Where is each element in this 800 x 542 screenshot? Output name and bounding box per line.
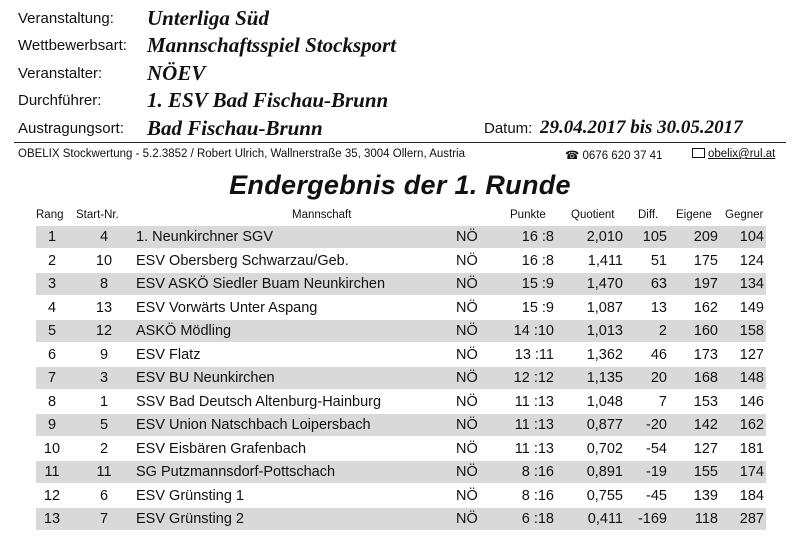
phone-number: ☎ 0676 620 37 41 [565,150,663,162]
cell-team: ESV Grünsting 2 [136,511,244,527]
cell-team: 1. Neunkirchner SGV [136,229,274,245]
cell-start: 4 [99,229,109,245]
header-divider [14,142,786,143]
cell-quotient: 1,362 [586,346,623,363]
cell-start: 6 [99,487,109,504]
cell-start: 11 [96,464,112,480]
col-start-nr: Start-Nr. [76,209,119,221]
cell-start: 2 [99,440,109,457]
cell-state: NÖ [456,346,478,363]
cell-gegner: 158 [739,323,764,339]
cell-punkte: 11 :13 [514,417,554,433]
meta-value: 1. ESV Bad Fischau-Brunn [147,88,389,112]
cell-punkte: 16 :8 [521,229,554,245]
cell-diff: -45 [646,487,667,504]
cell-gegner: 127 [739,346,764,363]
cell-state: NÖ [456,276,478,292]
meta-label: Veranstaltung: [18,10,114,27]
cell-state: NÖ [456,511,478,527]
cell-gegner: 146 [739,393,764,410]
cell-team: ASKÖ Mödling [136,323,232,339]
table-row [36,226,766,248]
cell-punkte: 8 :16 [521,464,554,480]
datum-label: Datum: [484,120,533,137]
cell-gegner: 104 [739,229,764,245]
cell-start: 7 [99,511,109,527]
cell-rang: 6 [47,346,57,363]
cell-eigene: 127 [693,440,718,457]
cell-team: ESV Grünsting 1 [136,487,244,504]
table-row [36,297,766,319]
cell-quotient: 0,755 [586,487,623,504]
cell-state: NÖ [456,440,478,457]
meta-label: Veranstalter: [18,65,103,82]
cell-gegner: 148 [739,370,764,386]
cell-team: ESV Flatz [136,346,201,363]
meta-value: NÖEV [147,61,206,85]
cell-rang: 1 [47,229,57,245]
cell-punkte: 16 :8 [521,252,554,269]
cell-diff: 2 [658,323,667,339]
cell-punkte: 14 :10 [513,323,554,339]
meta-value: Unterliga Süd [147,6,269,30]
cell-state: NÖ [456,487,478,504]
cell-gegner: 287 [739,511,764,527]
cell-gegner: 149 [739,299,764,316]
cell-gegner: 134 [739,276,764,292]
email-contact [692,148,775,160]
cell-team: SSV Bad Deutsch Altenburg-Hainburg [136,393,382,410]
cell-state: NÖ [456,252,478,269]
table-row [36,344,766,366]
cell-state: NÖ [456,393,478,410]
cell-team: ESV Union Natschbach Loipersbach [136,417,371,433]
cell-punkte: 12 :12 [513,370,554,386]
cell-rang: 9 [47,417,57,433]
cell-diff: 7 [658,393,667,410]
meta-row-durchfuehrer [0,88,800,114]
cell-diff: 13 [650,299,667,316]
cell-quotient: 1,135 [586,370,623,386]
cell-eigene: 139 [693,487,718,504]
cell-diff: -169 [637,511,667,527]
meta-value: Bad Fischau-Brunn [147,116,323,140]
col-rang: Rang [36,209,64,221]
cell-diff: -20 [646,417,667,433]
cell-quotient: 0,877 [586,417,623,433]
cell-start: 8 [99,276,109,292]
cell-punkte: 15 :9 [521,299,554,316]
table-row [36,508,766,530]
col-mannschaft: Mannschaft [292,209,352,221]
cell-diff: -54 [646,440,667,457]
cell-diff: 20 [650,370,667,386]
cell-rang: 3 [47,276,57,292]
cell-team: SG Putzmannsdorf-Pottschach [136,464,336,480]
cell-rang: 2 [47,252,57,269]
cell-rang: 5 [47,323,57,339]
table-row [36,414,766,436]
cell-state: NÖ [456,417,478,433]
cell-rang: 13 [43,511,61,527]
cell-state: NÖ [456,464,478,480]
col-quotient: Quotient [571,209,615,221]
cell-team: ESV Obersberg Schwarzau/Geb. [136,252,349,269]
table-row [36,320,766,342]
meta-value: Mannschaftsspiel Stocksport [147,33,397,57]
cell-eigene: 209 [693,229,718,245]
col-eigene: Eigene [676,209,712,221]
meta-label: Wettbewerbsart: [18,37,127,54]
table-row [36,485,766,507]
cell-punkte: 8 :16 [521,487,554,504]
cell-quotient: 1,087 [586,299,623,316]
table-row [36,367,766,389]
cell-diff: 46 [650,346,667,363]
cell-rang: 11 [44,464,60,480]
cell-eigene: 173 [693,346,718,363]
cell-punkte: 15 :9 [521,276,554,292]
cell-gegner: 162 [739,417,764,433]
meta-row-wettbewerbsart [0,33,800,59]
cell-start: 1 [99,393,109,410]
cell-start: 3 [99,370,109,386]
cell-rang: 10 [43,440,61,457]
meta-label: Austragungsort: [18,120,124,137]
cell-team: ESV BU Neunkirchen [136,370,275,386]
cell-rang: 12 [43,487,61,504]
cell-gegner: 124 [739,252,764,269]
software-credit: OBELIX Stockwertung - 5.2.3852 / Robert Ulrich, Wallnerstraße 35, 3004 Ollern, Austria [18,148,466,160]
cell-state: NÖ [456,370,478,386]
cell-diff: 63 [650,276,667,292]
table-header [0,209,800,225]
cell-start: 5 [99,417,109,433]
envelope-icon [692,148,705,158]
cell-punkte: 13 :11 [514,346,554,363]
cell-start: 9 [99,346,109,363]
cell-quotient: 2,010 [586,229,623,245]
cell-eigene: 168 [693,370,718,386]
cell-diff: -19 [646,464,667,480]
meta-row-veranstaltung [0,6,800,32]
cell-eigene: 142 [693,417,718,433]
cell-state: NÖ [456,229,478,245]
cell-quotient: 1,013 [586,323,623,339]
cell-eigene: 162 [693,299,718,316]
cell-punkte: 6 :18 [521,511,554,527]
cell-start: 10 [95,252,113,269]
cell-quotient: 0,891 [586,464,623,480]
meta-row-austragungsort [0,116,800,142]
email-link[interactable]: obelix@rul.at [708,148,776,160]
cell-team: ESV Eisbären Grafenbach [136,440,307,457]
cell-team: ESV Vorwärts Unter Aspang [136,299,318,316]
cell-gegner: 174 [739,464,764,480]
cell-quotient: 1,470 [586,276,623,292]
cell-state: NÖ [456,299,478,316]
table-row [36,391,766,413]
cell-gegner: 184 [739,487,764,504]
table-row [36,438,766,460]
col-punkte: Punkte [510,209,546,221]
cell-diff: 105 [642,229,667,245]
cell-eigene: 155 [693,464,718,480]
cell-eigene: 153 [693,393,718,410]
meta-row-veranstalter [0,61,800,87]
cell-rang: 8 [47,393,57,410]
table-row [36,250,766,272]
cell-start: 12 [95,323,113,339]
cell-quotient: 1,411 [587,252,623,269]
cell-diff: 51 [650,252,667,269]
col-gegner: Gegner [725,209,764,221]
cell-eigene: 160 [693,323,718,339]
cell-quotient: 0,411 [587,511,623,527]
cell-team: ESV ASKÖ Siedler Buam Neunkirchen [136,276,386,292]
cell-rang: 7 [47,370,57,386]
cell-state: NÖ [456,323,478,339]
cell-gegner: 181 [739,440,764,457]
cell-eigene: 197 [693,276,718,292]
cell-eigene: 175 [693,252,718,269]
table-row [36,273,766,295]
cell-eigene: 118 [694,511,718,527]
cell-quotient: 1,048 [586,393,623,410]
page-title: Endergebnis der 1. Runde [229,170,571,200]
cell-punkte: 11 :13 [514,393,554,410]
cell-start: 13 [95,299,113,316]
datum-value: 29.04.2017 bis 30.05.2017 [540,117,743,138]
col-diff: Diff. [638,209,659,221]
meta-label: Durchführer: [18,92,102,109]
table-row [36,461,766,483]
software-info-line [14,148,786,166]
cell-punkte: 11 :13 [514,440,554,457]
cell-rang: 4 [47,299,57,316]
cell-quotient: 0,702 [586,440,623,457]
